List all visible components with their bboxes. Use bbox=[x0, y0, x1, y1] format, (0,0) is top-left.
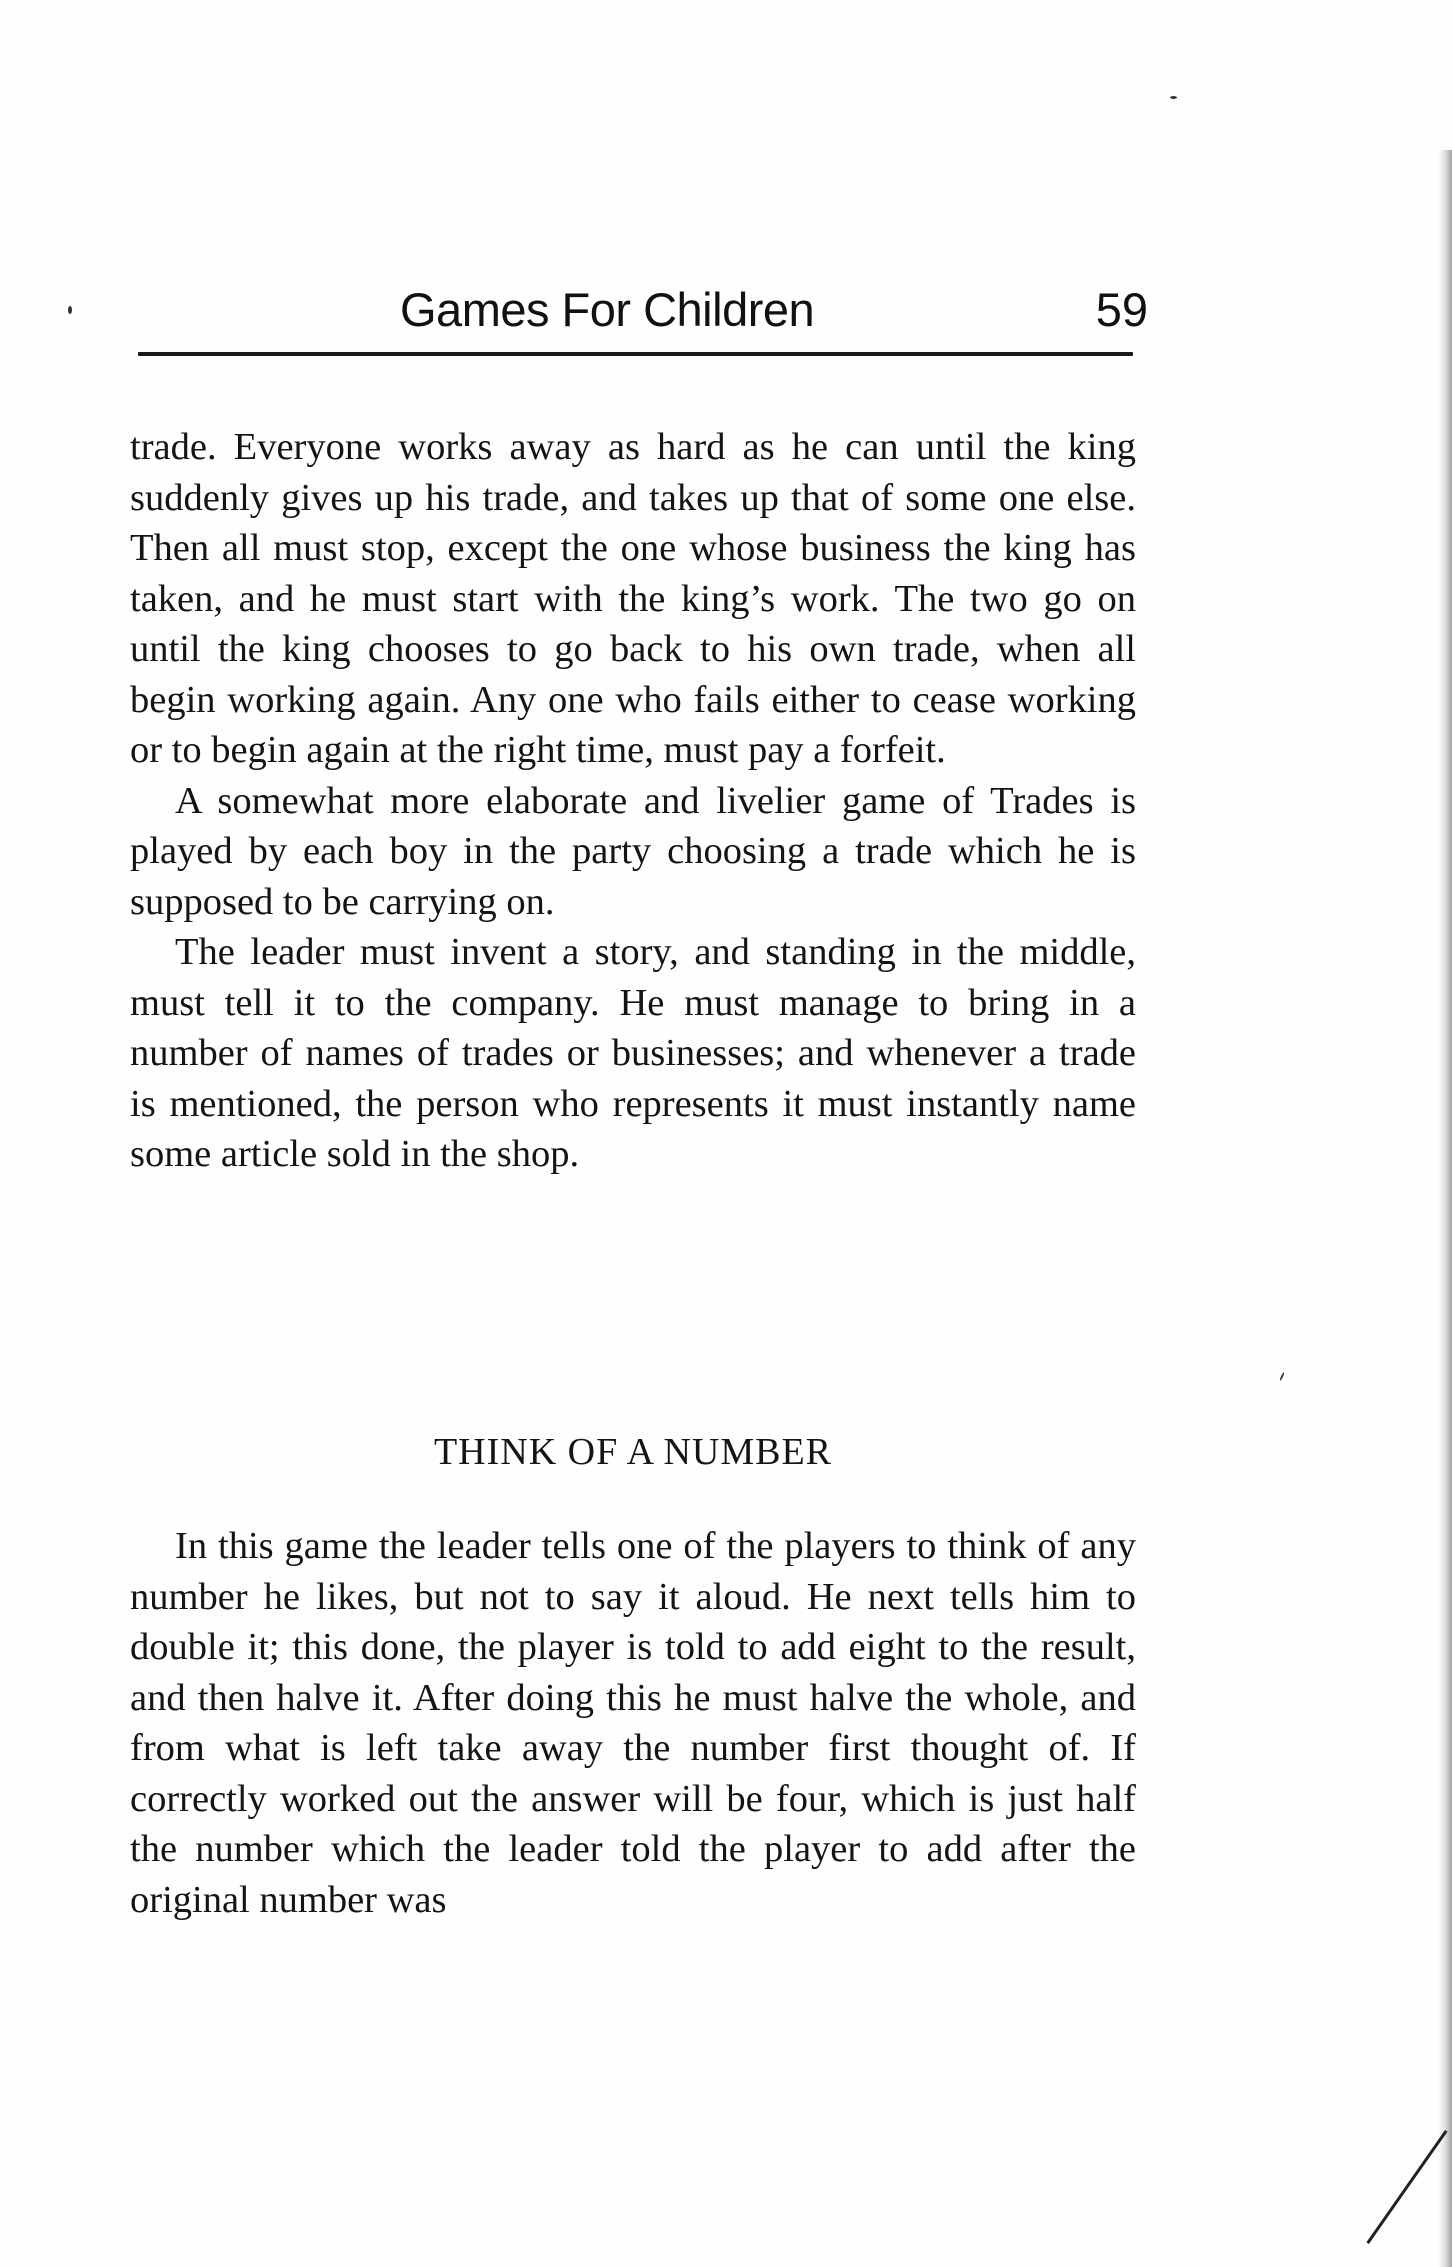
page-edge-shadow bbox=[1438, 150, 1452, 2267]
running-title: Games For Children bbox=[400, 283, 815, 336]
running-head bbox=[138, 268, 1148, 348]
paragraph: trade. Everyone works away as hard as he can until the king suddenly gives up his trade, and takes up that of some one else. Then all must stop, except the one whose business the king has taken, and he must start with the king’s work. The two go on until the king chooses to go back to his own trade, when all begin working again. Any one who fails either to cease working or to begin again at the right time, must pay a forfeit. bbox=[130, 426, 1136, 771]
header-rule bbox=[138, 352, 1133, 356]
scan-speck bbox=[1170, 96, 1177, 99]
section-text bbox=[130, 1521, 1136, 1925]
paragraph: In this game the leader tells one of the players to think of any number he likes, but not to say it aloud. He next tells him to double it; this done, the player is told to add eight to the result, and then halve it. After doing this he must halve the whole, and from what is left take away the number first thought of. If correctly worked out the answer will be four, which is just half the number which the leader told the player to add after the original number was bbox=[130, 1525, 1136, 1921]
scan-speck bbox=[1279, 1372, 1285, 1381]
paragraph: A somewhat more elaborate and livelier game of Trades is played by each boy in the party choosing a trade which he is supposed to be carrying on. bbox=[130, 779, 1136, 923]
page-number: 59 bbox=[1095, 283, 1148, 336]
scan-speck bbox=[68, 306, 72, 314]
body-text bbox=[130, 422, 1136, 1180]
page-corner-line bbox=[1366, 2130, 1447, 2244]
paragraph: The leader must invent a story, and standing in the middle, must tell it to the company. He must manage to bring in a number of names of trades or businesses; and whenever a trade is mentioned, the person who represents it must instantly name some article sold in the shop. bbox=[130, 931, 1136, 1175]
section-heading: THINK OF A NUMBER bbox=[433, 1431, 833, 1473]
